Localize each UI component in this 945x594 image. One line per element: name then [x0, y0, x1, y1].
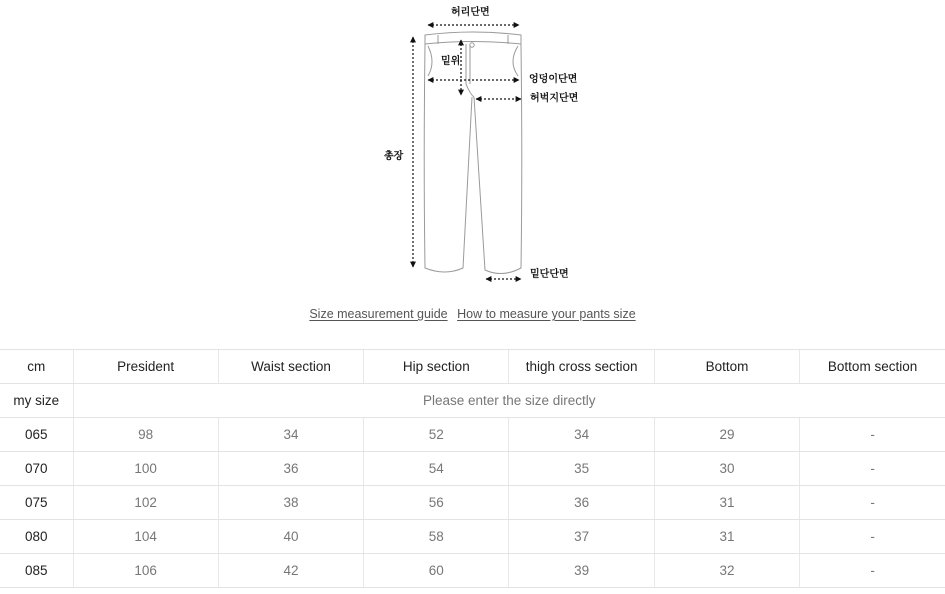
waist-label: 허리단면	[451, 7, 490, 18]
header-hem: Bottom section	[800, 350, 945, 384]
rise-label: 밑위	[441, 56, 461, 67]
size-label: 075	[0, 486, 73, 520]
header-unit: cm	[0, 350, 73, 384]
table-cell: 35	[509, 452, 654, 486]
table-row	[0, 554, 945, 588]
table-cell: 106	[73, 554, 218, 588]
header-total-length: President	[73, 350, 218, 384]
my-size-row	[0, 384, 945, 418]
table-cell: 54	[364, 452, 509, 486]
table-cell: 34	[509, 418, 654, 452]
header-thigh: thigh cross section	[509, 350, 654, 384]
table-cell: 40	[218, 520, 363, 554]
table-cell: 31	[654, 486, 799, 520]
table-cell: 36	[509, 486, 654, 520]
table-cell: 56	[364, 486, 509, 520]
table-cell: 98	[73, 418, 218, 452]
table-cell: -	[800, 452, 945, 486]
pants-illustration	[0, 0, 945, 290]
thigh-label: 허벅지단면	[530, 93, 579, 104]
guide-links	[0, 307, 945, 321]
how-to-measure-link[interactable]: How to measure your pants size	[457, 307, 636, 321]
header-rise: Bottom	[654, 350, 799, 384]
size-label: 065	[0, 418, 73, 452]
table-cell: 36	[218, 452, 363, 486]
table-cell: 104	[73, 520, 218, 554]
size-measurement-guide-link[interactable]: Size measurement guide	[309, 307, 448, 321]
size-table	[0, 349, 945, 588]
table-cell: 37	[509, 520, 654, 554]
table-cell: 31	[654, 520, 799, 554]
button-icon	[470, 43, 474, 47]
table-cell: 39	[509, 554, 654, 588]
size-label: 080	[0, 520, 73, 554]
header-hip: Hip section	[364, 350, 509, 384]
table-cell: 102	[73, 486, 218, 520]
table-cell: -	[800, 418, 945, 452]
header-waist: Waist section	[218, 350, 363, 384]
size-label: 085	[0, 554, 73, 588]
table-cell: 29	[654, 418, 799, 452]
pants-outline	[424, 32, 522, 274]
table-row	[0, 486, 945, 520]
table-row	[0, 418, 945, 452]
table-row	[0, 452, 945, 486]
table-cell: 52	[364, 418, 509, 452]
hem-label: 밑단단면	[530, 269, 569, 280]
table-cell: -	[800, 486, 945, 520]
table-cell: 58	[364, 520, 509, 554]
table-cell: -	[800, 520, 945, 554]
table-header-row	[0, 350, 945, 384]
table-cell: 34	[218, 418, 363, 452]
table-row	[0, 520, 945, 554]
table-cell: 32	[654, 554, 799, 588]
size-label: 070	[0, 452, 73, 486]
table-cell: 42	[218, 554, 363, 588]
hip-label: 엉덩이단면	[529, 74, 578, 85]
my-size-input-prompt[interactable]: Please enter the size directly	[73, 384, 945, 418]
table-cell: 38	[218, 486, 363, 520]
table-cell: 100	[73, 452, 218, 486]
length-label: 총장	[384, 151, 404, 162]
my-size-label: my size	[0, 384, 73, 418]
table-cell: -	[800, 554, 945, 588]
table-cell: 30	[654, 452, 799, 486]
pants-measurement-diagram	[0, 0, 945, 290]
table-cell: 60	[364, 554, 509, 588]
